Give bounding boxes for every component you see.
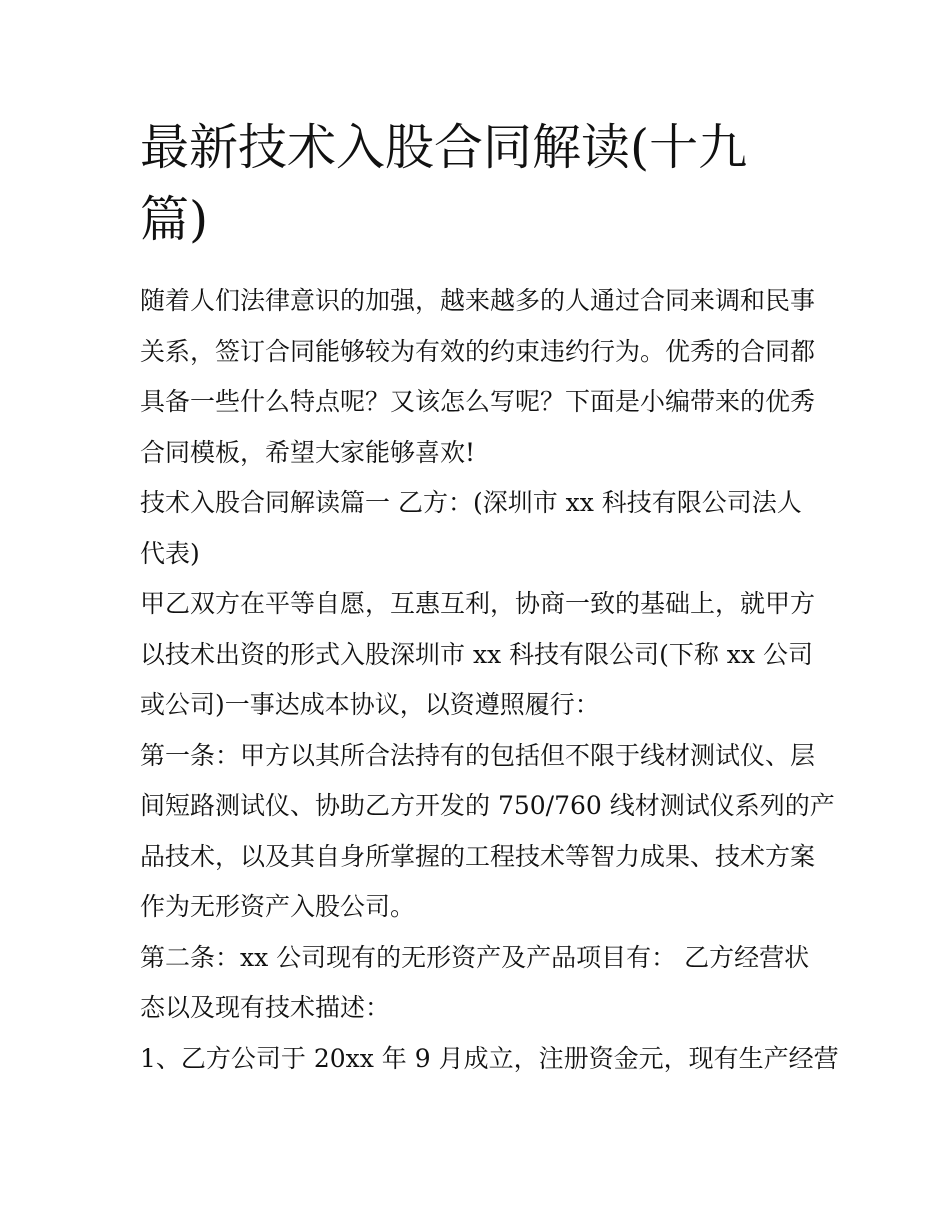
text-line: 或公司)一事达成本协议，以资遵照履行： [140, 690, 600, 719]
text-line: 以技术出资的形式入股深圳市 xx 科技有限公司(下称 xx 公司 [140, 639, 813, 669]
article-one-paragraph [140, 731, 835, 933]
text-line: 第二条：xx 公司现有的无形资产及产品项目有： 乙方经营状 [140, 942, 810, 972]
section-heading-paragraph [140, 478, 816, 579]
article-two-paragraph [140, 933, 816, 1034]
text-line: 随着人们法律意识的加强，越来越多的人通过合同来调和民事 [140, 286, 816, 315]
document-content [140, 112, 839, 1084]
text-line: 具备一些什么特点呢？又该怎么写呢？下面是小编带来的优秀 [140, 387, 816, 416]
text-line: 第一条：甲方以其所合法持有的包括但不限于线材测试仪、层 [140, 740, 816, 770]
text-line: 代表) [140, 538, 200, 568]
text-line: 关系，签订合同能够较为有效的约束违约行为。优秀的合同都 [140, 336, 816, 366]
text-line: 作为无形资产入股公司。 [140, 892, 416, 921]
text-line: 品技术，以及其自身所掌握的工程技术等智力成果、技术方案 [140, 841, 816, 871]
intro-paragraph [140, 276, 816, 478]
agreement-paragraph [140, 579, 816, 731]
text-line: 态以及现有技术描述： [140, 993, 391, 1022]
title-line: 最新技术入股合同解读(十九 [140, 119, 748, 176]
document-body [140, 276, 839, 1084]
text-line: 甲乙双方在平等自愿，互惠互利，协商一致的基础上，就甲方 [140, 589, 816, 618]
item-one-paragraph [140, 1034, 839, 1085]
text-line: 1、乙方公司于 20xx 年 9 月成立，注册资金元，现有生产经营 [140, 1043, 839, 1073]
text-line: 技术入股合同解读篇一 乙方：(深圳市 xx 科技有限公司法人 [140, 488, 802, 517]
title-line: 篇) [140, 191, 209, 248]
text-line: 合同模板，希望大家能够喜欢! [140, 437, 476, 467]
text-line: 间短路测试仪、协助乙方开发的 750/760 线材测试仪系列的产 [140, 791, 835, 820]
document-title [140, 112, 816, 256]
